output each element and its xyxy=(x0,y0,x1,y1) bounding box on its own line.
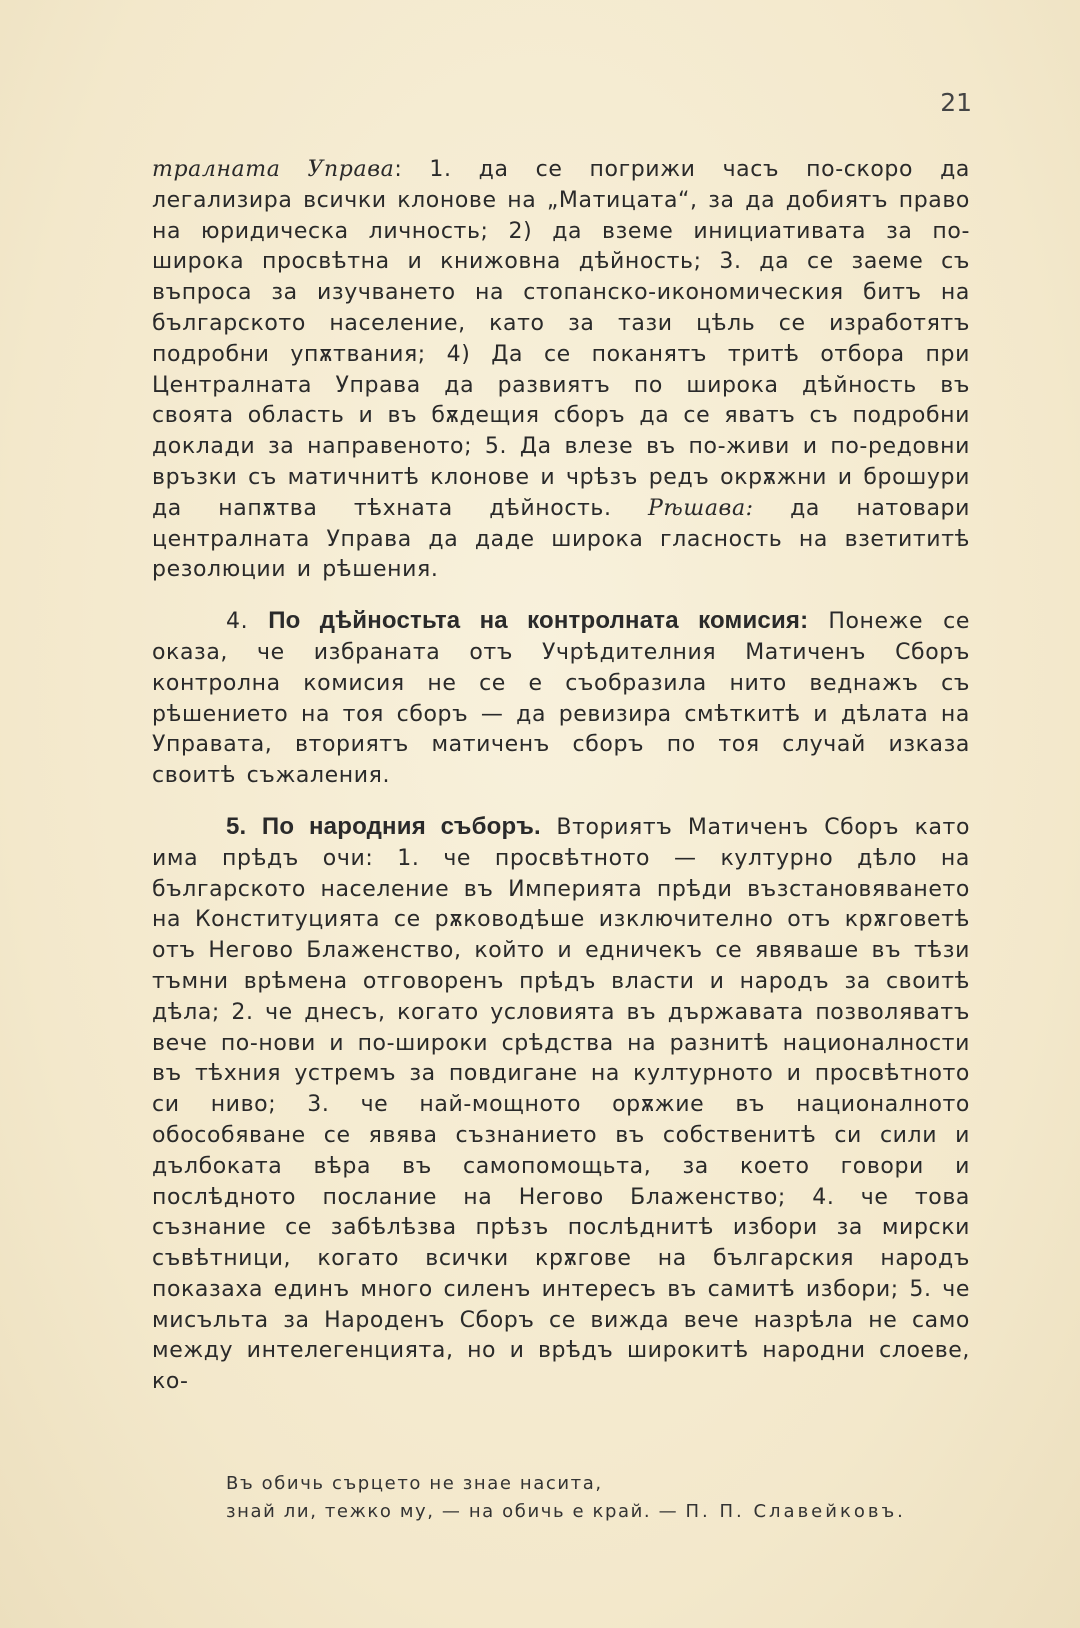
paragraph-control-commission xyxy=(152,606,970,792)
section-number: 4. xyxy=(226,609,249,635)
section-number: 5. xyxy=(226,812,247,840)
paragraph-national-assembly xyxy=(152,812,970,1398)
section-heading: По народния съборъ. xyxy=(261,812,541,840)
paragraph-text: Вториятъ Матиченъ Сборъ като има прѣдъ очи: 1. че просвѣтното — културно дѣло на българското население въ Империята прѣди възстановяването на Конституцията се рѫководѣше изключително отъ крѫговетѣ отъ Негово Блаженство, който и едничекъ се явяваше въ тѣзи тъмни врѣмена отговоренъ прѣдъ власти и народъ за своитѣ дѣла; 2. че днесъ, когато условията въ държавата позволяватъ вече по-нови и по-широки срѣдства на разнитѣ националности въ тѣхния устремъ за повдигане на културното и просвѣтното си ниво; 3. че най-мощното орѫжие въ националното обособяване се явява съзнанието въ собственитѣ си сили и дълбоката вѣра въ самопомощьта, за което говори и послѣдното послание на Негово Блаженство; 4. че това съзнание се забѣлѣзва прѣзъ послѣднитѣ избори за мирски съвѣтници, когато всички крѫгове на българския народъ показаха единъ много силенъ интересъ въ самитѣ избори; 5. че мисъльта за Народенъ Сборъ се вижда вече назрѣла не само между интелегенцията, но и врѣдъ широкитѣ народни слоеве, ко- xyxy=(152,814,971,1395)
epigraph-line-text: знай ли, тежко му, — на обичь е край. — xyxy=(226,1501,679,1522)
epigraph xyxy=(226,1470,906,1526)
section-heading: По дѣйностьта на контролната комисия: xyxy=(268,607,809,635)
epigraph-line xyxy=(226,1498,906,1526)
paragraph-text: Понеже се оказа, че избраната отъ Учрѣдителния Матиченъ Сборъ контролна комисия не се е съобразила нито веднажъ съ рѣшението на тоя сборъ — да ревизира смѣткитѣ и дѣлата на Управата, вториятъ матиченъ сборъ по тоя случай изказа своитѣ съжаления. xyxy=(152,609,971,789)
paragraph-text: : 1. да се погрижи часъ по-скоро да легализира всички клонове на „Матицата“, за да добиятъ право на юридическа личность; 2) да вземе инициативата за по-широка просвѣтна и книжовна дѣйность; 3. да се заеме съ въпроса за изучването на стопанско-икономическия битъ на българското население, като за тази цѣль се изработятъ подробни упѫтвания; 4) Да се поканятъ тритѣ отбора при Централната Управа да развиятъ по широка дѣйность въ своята область и въ бѫдещия сборъ да се яватъ съ подробни доклади за направеното; 5. Да влезе въ по-живи и по-редовни връзки съ матичнитѣ клонове и чрѣзъ редъ окрѫжни и брошури да напѫтва тѣхната дѣйность. xyxy=(152,157,970,521)
italic-resolves: Рѣшава: xyxy=(647,495,754,521)
page-number: 21 xyxy=(940,88,972,117)
paragraph-text: да натовари централната Управа да даде широка гласность на взетититѣ резолюции и рѣшения. xyxy=(152,495,971,583)
italic-lead: тралната Управа xyxy=(152,157,395,182)
epigraph-author: П. П. Славейковъ. xyxy=(685,1501,906,1522)
paragraph-central-board xyxy=(152,155,970,586)
epigraph-line: Въ обичь сърцето не знае насита, xyxy=(226,1473,603,1494)
body-text xyxy=(152,155,970,1398)
